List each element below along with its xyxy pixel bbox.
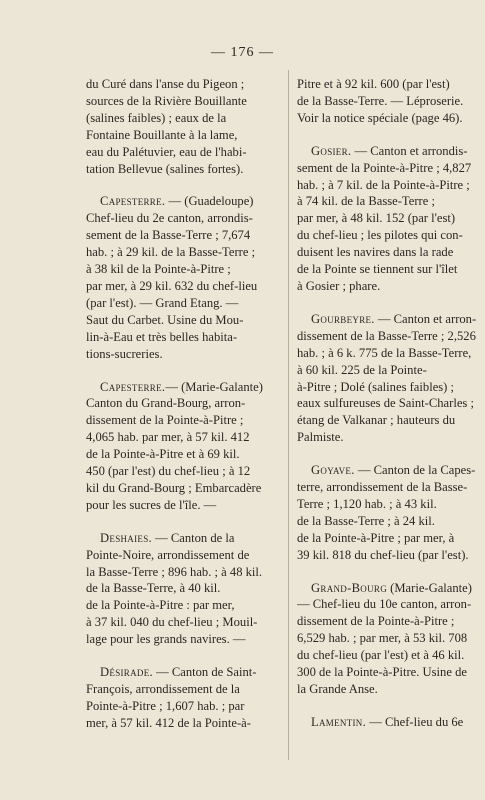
text-line: Pointe-Noire, arrondissement de: [86, 547, 250, 562]
text-line: — Chef-lieu du 6e: [366, 714, 464, 729]
text-line: hab. ; à 6 k. 775 de la Basse-Terre,: [297, 345, 472, 360]
entry-heading: Deshaies.: [100, 530, 152, 545]
text-line: de la Basse-Terre. — Léproserie.: [297, 93, 464, 108]
text-line: hab. ; à 29 kil. de la Basse-Terre ;: [86, 245, 256, 260]
text-line: eaux sulfureuses de Saint-Charles ;: [297, 396, 474, 411]
entry-capesterre-marie-galante: [86, 379, 279, 514]
entry-first-line: [297, 143, 484, 160]
text-line: étang de Valkanar ; hauteurs du: [297, 413, 456, 428]
text-line: du chef-lieu (par l'est) et à 46 kil.: [297, 648, 465, 663]
entry-heading: Grand-Bourg: [311, 580, 387, 595]
text-line: dissement de la Pointe-à-Pitre ;: [86, 413, 244, 428]
entry-deshaies: [86, 530, 279, 648]
text-line: 300 de la Pointe-à-Pitre. Usine de: [297, 665, 467, 680]
text-line: eau du Palétuvier, eau de l'habi-: [86, 144, 247, 159]
text-line: — Canton et arron-: [374, 311, 477, 326]
page-number: — 176 —: [211, 45, 274, 60]
text-line: kil du Grand-Bourg ; Embarcadère: [86, 480, 262, 495]
entry-gourbeyre: [297, 311, 484, 446]
text-line: mer, à 57 kil. 412 de la Pointe-à-: [86, 715, 251, 730]
text-line: — Canton de la Capes-: [354, 463, 476, 478]
text-line: Terre ; 1,120 hab. ; à 43 kil.: [297, 496, 437, 511]
text-line: à-Pitre ; Dolé (salines faibles) ;: [297, 379, 455, 394]
entry-heading: Gosier.: [311, 143, 352, 158]
entry-gosier: [297, 143, 484, 295]
entry-first-line: [297, 580, 484, 597]
text-line: 4,065 hab. par mer, à 57 kil. 412: [86, 430, 250, 445]
text-line: à Gosier ; phare.: [297, 278, 381, 293]
text-line: Chef-lieu du 2e canton, arrondis-: [86, 211, 253, 226]
text-line: par mer, à 29 kil. 632 du chef-lieu: [86, 278, 258, 293]
entry-goyave: [297, 462, 484, 563]
entry-capesterre-guadeloupe: [86, 193, 279, 362]
text-line: du Curé dans l'anse du Pigeon ;: [86, 77, 245, 91]
column-divider: [288, 70, 289, 760]
text-line: — (Marie-Galante): [165, 379, 263, 394]
text-line: 6,529 hab. ; par mer, à 53 kil. 708: [297, 631, 468, 646]
entry-heading: Désirade.: [100, 665, 153, 680]
text-line: à 38 kil de la Pointe-à-Pitre ;: [86, 262, 231, 277]
text-line: de la Pointe se tiennent sur l'îlet: [297, 262, 458, 277]
text-line: sement de la Basse-Terre ; 7,674: [86, 228, 251, 243]
entry-continuation: [297, 76, 484, 127]
entry-first-line: [86, 193, 279, 210]
text-line: lin-à-Eau et très belles habita-: [86, 329, 238, 344]
text-line: tation Bellevue (salines fortes).: [86, 161, 244, 176]
text-line: Pointe-à-Pitre ; 1,607 hab. ; par: [86, 698, 245, 713]
text-line: — Canton de la: [151, 530, 235, 545]
entry-desirade: [86, 664, 279, 732]
right-column: [297, 76, 484, 747]
text-line: — (Guadeloupe): [165, 194, 254, 209]
text-line: Fontaine Bouillante à la lame,: [86, 127, 238, 142]
entry-first-line: [86, 664, 279, 681]
entry-lamentin: [297, 714, 484, 731]
text-line: la Grande Anse.: [297, 682, 378, 696]
entry-first-line: [297, 714, 484, 731]
text-line: la Basse-Terre ; 896 hab. ; à 48 kil.: [86, 564, 263, 579]
text-line: tions-sucreries.: [86, 346, 163, 361]
text-line: de la Pointe-à-Pitre ; par mer, à: [297, 530, 455, 545]
text-line: 39 kil. 818 du chef-lieu (par l'est).: [297, 547, 469, 562]
text-line: dissement de la Basse-Terre ; 2,526: [297, 328, 476, 343]
text-line: sources de la Rivière Bouillante: [86, 93, 247, 108]
text-line: (salines faibles) ; eaux de la: [86, 110, 227, 125]
text-line: de la Basse-Terre, à 40 kil.: [86, 581, 221, 596]
entry-first-line: [297, 311, 484, 328]
text-line: sement de la Pointe-à-Pitre ; 4,827: [297, 160, 472, 175]
text-line: 450 (par l'est) du chef-lieu ; à 12: [86, 464, 251, 479]
text-line: Voir la notice spéciale (page 46).: [297, 110, 463, 125]
text-line: Saut du Carbet. Usine du Mou-: [86, 312, 244, 327]
text-line: pour les sucres de l'île. —: [86, 497, 217, 512]
text-line: hab. ; à 7 kil. de la Pointe-à-Pitre ;: [297, 177, 470, 192]
text-line: à 60 kil. 225 de la Pointe-: [297, 362, 427, 377]
text-line: — Chef-lieu du 10e canton, arron-: [297, 597, 472, 612]
text-line: de la Pointe-à-Pitre : par mer,: [86, 598, 235, 613]
text-line: par mer, à 48 kil. 152 (par l'est): [297, 211, 456, 226]
text-line: Palmiste.: [297, 430, 344, 445]
text-line: du chef-lieu ; les pilotes qui con-: [297, 228, 463, 243]
entry-heading: Gourbeyre.: [311, 311, 375, 326]
entry-heading: Goyave.: [311, 463, 355, 478]
entry-heading: Lamentin.: [311, 714, 367, 729]
entry-continuation: [86, 76, 279, 177]
left-column: [86, 76, 279, 748]
text-line: lage pour les grands navires. —: [86, 632, 246, 647]
entry-first-line: [86, 530, 279, 547]
text-line: Canton du Grand-Bourg, arron-: [86, 396, 246, 411]
text-line: dissement de la Pointe-à-Pitre ;: [297, 614, 455, 629]
entry-heading: Capesterre.: [100, 379, 166, 394]
entry-grand-bourg: [297, 580, 484, 698]
text-line: — Canton et arrondis-: [351, 143, 468, 158]
text-line: à 37 kil. 040 du chef-lieu ; Mouil-: [86, 615, 258, 630]
entry-first-line: [297, 462, 484, 479]
text-line: de la Basse-Terre ; à 24 kil.: [297, 513, 435, 528]
text-line: Pitre et à 92 kil. 600 (par l'est): [297, 77, 450, 91]
entry-first-line: [86, 379, 279, 396]
text-line: — Canton de Saint-: [152, 665, 257, 680]
text-line: à 74 kil. de la Basse-Terre ;: [297, 194, 435, 209]
entry-heading: Capesterre.: [100, 194, 166, 209]
text-line: (par l'est). — Grand Etang. —: [86, 295, 239, 310]
text-line: de la Pointe-à-Pitre et à 69 kil.: [86, 447, 240, 462]
text-line: François, arrondissement de la: [86, 682, 240, 696]
text-line: terre, arrondissement de la Basse-: [297, 480, 468, 495]
text-line: (Marie-Galante): [387, 580, 472, 595]
text-line: duisent les navires dans la rade: [297, 245, 454, 260]
